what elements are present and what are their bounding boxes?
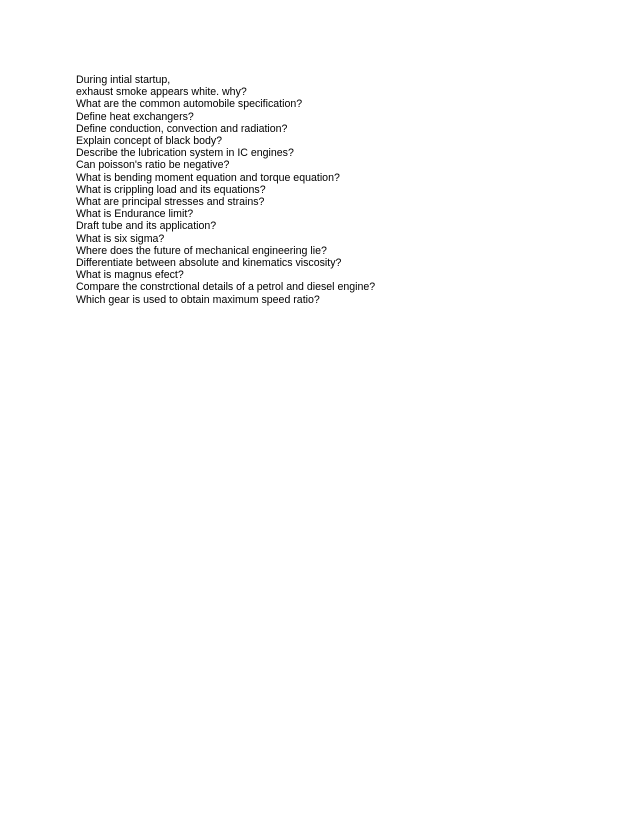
text-line: Compare the constrctional details of a petrol and diesel engine? [76, 281, 376, 294]
text-line: During intial startup, [76, 74, 171, 86]
text-line: What is bending moment equation and torque equation? [76, 171, 340, 184]
question-list [76, 74, 375, 306]
text-line: What is crippling load and its equations? [76, 183, 266, 196]
text-line: Define heat exchangers? [76, 110, 194, 123]
text-line: What are the common automobile specification? [76, 98, 303, 111]
text-line: Differentiate between absolute and kinematics viscosity? [76, 257, 342, 270]
text-line: What is magnus efect? [76, 269, 184, 282]
text-line: Where does the future of mechanical engineering lie? [76, 244, 327, 257]
text-line: Describe the lubrication system in IC engines? [76, 147, 294, 160]
text-line: What are principal stresses and strains? [76, 196, 265, 209]
text-line: Define conduction, convection and radiation? [76, 122, 288, 135]
text-line: Which gear is used to obtain maximum speed ratio? [76, 293, 320, 306]
text-line: Can poisson's ratio be negative? [76, 159, 230, 172]
text-line: Draft tube and its application? [76, 220, 217, 233]
text-line: What is six sigma? [76, 232, 165, 245]
text-line: exhaust smoke appears white. why? [76, 86, 247, 99]
text-line: Explain concept of black body? [76, 135, 223, 148]
text-line: What is Endurance limit? [76, 208, 194, 221]
